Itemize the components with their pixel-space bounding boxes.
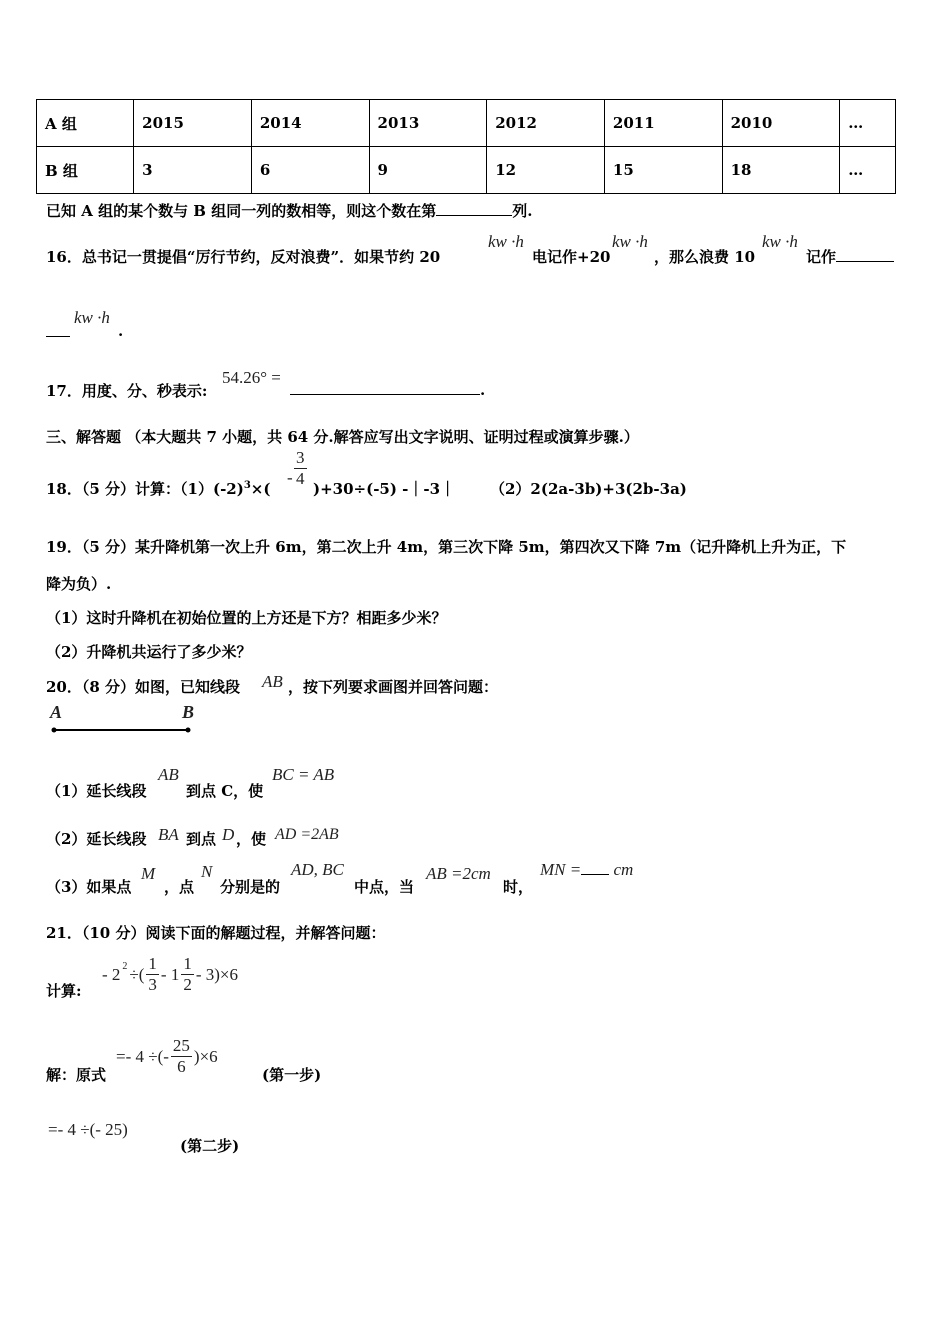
q18-exponent: 3 <box>243 480 251 491</box>
table-row <box>37 100 896 147</box>
q20-sub2b: 到点 <box>186 830 217 848</box>
q20-sub2c: ，使 <box>236 830 267 848</box>
point-B-label: B <box>182 702 195 722</box>
expression-1 <box>102 954 238 995</box>
table-cell: 2015 <box>134 100 252 147</box>
q15-suffix: 列. <box>512 202 533 220</box>
table-cell: 12 <box>487 147 605 194</box>
q16-line2 <box>46 322 70 341</box>
q18-mid1: ×( <box>250 480 271 498</box>
q16-part3: ，那么浪费 10 <box>654 248 756 266</box>
expr-MN <box>540 860 633 880</box>
frac-numerator: 1 <box>183 954 192 973</box>
point-D: D <box>222 825 235 844</box>
frac-denominator: 3 <box>148 975 157 994</box>
group-table <box>36 99 896 194</box>
table-cell: 6 <box>251 147 369 194</box>
q18-mid2: )+30÷(-5) -｜-3｜ <box>313 480 456 498</box>
q20-sub3e: 时， <box>503 878 534 896</box>
point-N: N <box>201 862 213 881</box>
q19-sub2: （2）升降机共运行了多少米？ <box>46 643 252 661</box>
table-cell: 2010 <box>722 100 840 147</box>
q17-end: . <box>480 381 486 399</box>
expr-part: )×6 <box>193 1046 218 1066</box>
frac-numerator: 25 <box>172 1036 190 1055</box>
calc-label: 计算: <box>46 982 82 1000</box>
point-A <box>52 728 57 733</box>
point-B <box>186 728 191 733</box>
unit-kwh: kw ·h <box>74 308 110 327</box>
q18-part2: （2）2(2a-3b)+3(2b-3a) <box>490 480 687 498</box>
table-cell: … <box>840 100 896 147</box>
q20-sub3d: 中点，当 <box>354 878 415 896</box>
seg-BA: BA <box>158 825 179 844</box>
expression-3: =- 4 ÷(- 25) <box>48 1120 128 1139</box>
segs-AD-BC: AD, BC <box>291 860 344 879</box>
mn-label: MN = <box>540 860 582 879</box>
table-cell: 18 <box>722 147 840 194</box>
answer-blank <box>581 862 609 875</box>
q20-sub3b: ，点 <box>164 878 195 896</box>
q16-end: . <box>118 322 124 340</box>
question-20: 20．（8 分）如图，已知线段 <box>46 678 241 696</box>
frac-denominator: 6 <box>177 1057 186 1076</box>
expr-part: - 3)×6 <box>195 964 239 984</box>
q20-sub3: （3）如果点 <box>46 878 132 896</box>
table-cell: 15 <box>604 147 722 194</box>
table-cell: 3 <box>134 147 252 194</box>
unit-kwh: kw ·h <box>488 232 524 251</box>
frac-numerator: 1 <box>148 954 157 973</box>
expr-BC-AB: BC = AB <box>272 765 335 784</box>
q20-sub3c: 分别是的 <box>220 878 281 896</box>
table-cell: 2012 <box>487 100 605 147</box>
q20-sub1: （1）延长线段 <box>46 782 147 800</box>
answer-blank <box>290 380 480 395</box>
expression-2 <box>116 1036 218 1077</box>
expr-part: ÷( <box>129 964 145 984</box>
q18-fraction <box>294 448 307 489</box>
q19-sub1: （1）这时升降机在初始位置的上方还是下方？相距多少米？ <box>46 609 447 627</box>
table-cell: … <box>840 147 896 194</box>
question-19-line2: 降为负）. <box>46 575 112 593</box>
seg-AB: AB <box>262 672 283 691</box>
expr-part: - 1 <box>160 964 180 984</box>
table-cell: 2011 <box>604 100 722 147</box>
solution-label: 解：原式 <box>46 1066 107 1084</box>
answer-blank <box>436 201 512 216</box>
q16-part4 <box>806 246 894 267</box>
answer-blank <box>46 322 70 337</box>
table-cell: A 组 <box>37 100 134 147</box>
q17-answer <box>290 380 485 399</box>
q20-sub1b: 到点 C，使 <box>186 782 264 800</box>
frac-denominator: 2 <box>183 975 192 994</box>
question-18 <box>46 478 270 499</box>
question-17: 17．用度、分、秒表示: <box>46 382 208 400</box>
unit-kwh: kw ·h <box>612 232 648 251</box>
q16-part1: 16．总书记一贯提倡“厉行节约，反对浪费”．如果节约 20 <box>46 248 441 266</box>
unit-kwh: kw ·h <box>762 232 798 251</box>
section-heading: 三、解答题 （本大题共 7 小题，共 64 分.解答应写出文字说明、证明过程或演算步骤.） <box>46 428 639 446</box>
expr-part: - 2 <box>102 964 121 984</box>
q16-label: 记作 <box>806 248 837 266</box>
table-cell: 9 <box>369 147 487 194</box>
q17-expr: 54.26° = <box>222 368 281 387</box>
step-2-label: (第二步) <box>180 1137 240 1155</box>
q20-sub2: （2）延长线段 <box>46 830 147 848</box>
table-cell: 2014 <box>251 100 369 147</box>
expr-AB-2cm: AB =2cm <box>426 864 491 883</box>
table-cell: B 组 <box>37 147 134 194</box>
expr-AD-2AB: AD =2AB <box>275 826 339 843</box>
answer-blank <box>836 247 894 262</box>
seg-AB: AB <box>158 765 179 784</box>
q15-text: 已知 A 组的某个数与 B 组同一列的数相等，则这个数在第 <box>46 202 437 220</box>
q20-head2: ，按下列要求画图并回答问题： <box>288 678 499 696</box>
expr-part: =- 4 ÷(- <box>116 1046 169 1066</box>
question-19-line1: 19．（5 分）某升降机第一次上升 6m，第二次上升 4m，第三次下降 5m，第四次又下降 7m（记升降机上升为正，下 <box>46 538 847 556</box>
table-cell: 2013 <box>369 100 487 147</box>
segment-AB-diagram <box>48 724 198 736</box>
q18-neg: - <box>287 468 293 487</box>
step-1-label: (第一步) <box>262 1066 322 1084</box>
point-M: M <box>141 864 156 883</box>
point-A-label: A <box>50 702 63 722</box>
table-row <box>37 147 896 194</box>
frac-denominator: 4 <box>296 469 305 488</box>
q18-label: 18．（5 分）计算：（1）(-2) <box>46 480 244 498</box>
frac-numerator: 3 <box>296 448 305 467</box>
q15-tail <box>46 200 532 221</box>
exponent: 2 <box>122 961 128 972</box>
q16-part2: 电记作+20 <box>532 248 611 266</box>
question-21: 21．（10 分）阅读下面的解题过程，并解答问题： <box>46 924 386 942</box>
question-16 <box>46 246 440 267</box>
unit-cm: cm <box>613 860 634 879</box>
